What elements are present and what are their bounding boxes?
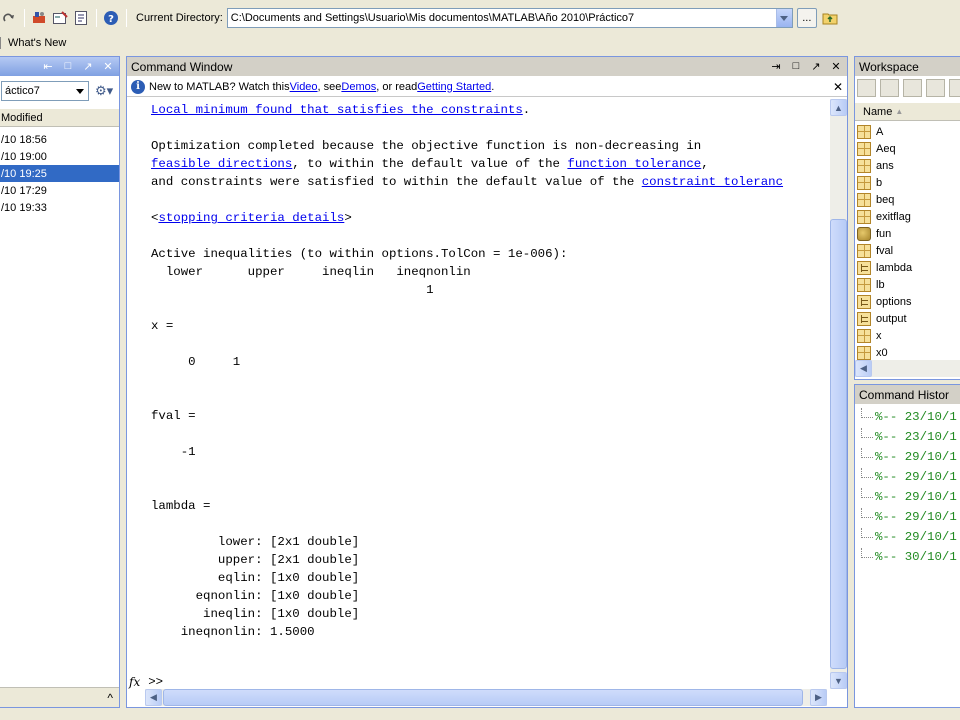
output-link[interactable]: Local minimum found that satisfies the constraints — [151, 103, 523, 117]
main-toolbar — [0, 5, 960, 31]
file-modified: /10 19:25 — [1, 167, 47, 180]
matrix-icon — [857, 142, 871, 156]
output-line — [151, 119, 829, 137]
close-icon[interactable]: ✕ — [103, 60, 113, 73]
scroll-right-icon[interactable]: ▶ — [810, 689, 827, 706]
output-text: -1 — [151, 445, 196, 459]
output-line — [151, 335, 829, 353]
history-text: %-- 29/10/1 — [875, 470, 957, 484]
import-data-icon[interactable] — [903, 79, 922, 97]
matrix-icon — [857, 159, 871, 173]
history-entry[interactable] — [861, 467, 957, 487]
struct-icon — [857, 312, 871, 326]
output-link[interactable]: function tolerance — [567, 157, 702, 171]
maximize-icon[interactable]: □ — [64, 60, 72, 72]
variable-name: fval — [876, 244, 894, 257]
vertical-scrollbar[interactable] — [830, 99, 847, 689]
sort-asc-icon: ▲ — [895, 107, 904, 116]
output-text: eqlin: [1x0 double] — [151, 571, 360, 585]
matrix-icon — [857, 193, 871, 207]
output-line — [151, 569, 829, 587]
output-text: and constraints were satisfied to within the default value of the — [151, 175, 642, 189]
output-text: x = — [151, 319, 174, 333]
chevron-up-icon[interactable]: ^ — [107, 691, 113, 705]
output-line — [151, 425, 829, 443]
history-text: %-- 29/10/1 — [875, 450, 957, 464]
whats-new-shortcut[interactable]: What's New — [8, 37, 67, 49]
tree-connector — [861, 448, 873, 458]
output-line — [151, 353, 829, 371]
variable-row[interactable] — [857, 344, 888, 361]
undock-icon[interactable]: ⇥ — [771, 60, 781, 73]
tree-connector — [861, 548, 873, 558]
output-line — [151, 497, 829, 515]
history-text: %-- 30/10/1 — [875, 550, 957, 564]
output-line — [151, 209, 829, 227]
history-entry[interactable] — [861, 507, 957, 527]
chevron-down-icon[interactable] — [776, 9, 792, 27]
matrix-icon — [857, 125, 871, 139]
file-modified: /10 17:29 — [1, 184, 47, 197]
history-entry[interactable] — [861, 407, 957, 427]
profiler-icon[interactable] — [72, 9, 90, 27]
output-text: lower upper ineqlin ineqnonlin — [151, 265, 471, 279]
tree-connector — [861, 468, 873, 478]
output-line — [151, 389, 829, 407]
output-text: fval = — [151, 409, 196, 423]
command-window-titlebar[interactable] — [127, 57, 847, 76]
info-prefix: New to MATLAB? Watch this — [149, 80, 290, 93]
tree-connector — [861, 408, 873, 418]
toolbar-separator — [126, 9, 127, 27]
browse-folder-button[interactable]: ... — [797, 8, 817, 28]
simulink-icon[interactable] — [30, 9, 48, 27]
matrix-icon — [857, 244, 871, 258]
workspace-toolbar — [857, 79, 960, 99]
output-line — [151, 299, 829, 317]
output-line — [151, 191, 829, 209]
guide-icon[interactable] — [51, 9, 69, 27]
maximize-icon[interactable]: □ — [792, 60, 800, 72]
function-handle-icon — [857, 227, 871, 241]
tree-connector — [861, 488, 873, 498]
info-icon: i — [131, 80, 145, 94]
output-line — [151, 551, 829, 569]
modified-column-header[interactable] — [0, 109, 120, 127]
matrix-icon — [857, 278, 871, 292]
output-text: upper: [2x1 double] — [151, 553, 360, 567]
info-separator: , see — [317, 80, 342, 93]
variable-name: x — [876, 329, 882, 342]
variable-name: beq — [876, 193, 895, 206]
variable-row[interactable] — [857, 310, 907, 327]
demos-link[interactable]: Demos — [341, 80, 377, 93]
variable-name: options — [876, 295, 912, 308]
history-entry[interactable] — [861, 447, 957, 467]
history-text: %-- 29/10/1 — [875, 490, 957, 504]
output-text: eqnonlin: [1x0 double] — [151, 589, 360, 603]
command-window-title: Command Window — [131, 59, 233, 74]
variable-name: Aeq — [876, 142, 896, 155]
output-line — [151, 101, 829, 119]
variable-row[interactable] — [857, 174, 882, 191]
output-text: Active inequalities (to within options.TolCon = 1e-006): — [151, 247, 568, 261]
file-modified: /10 19:00 — [1, 150, 47, 163]
command-prompt[interactable]: >> — [148, 675, 164, 689]
list-item[interactable] — [0, 165, 120, 182]
getting-started-link[interactable]: Getting Started — [417, 80, 492, 93]
file-modified: /10 19:33 — [1, 201, 47, 214]
variable-name: x0 — [876, 346, 888, 359]
scroll-left-icon[interactable]: ◀ — [855, 360, 872, 377]
variable-row[interactable] — [857, 123, 883, 140]
new-variable-icon[interactable] — [857, 79, 876, 97]
list-item[interactable] — [0, 199, 120, 216]
dock-arrow-icon[interactable]: ↗ — [83, 60, 93, 73]
struct-icon — [857, 261, 871, 275]
output-line — [151, 245, 829, 263]
workspace-title: Workspace — [859, 59, 919, 74]
close-icon[interactable]: ✕ — [832, 80, 843, 94]
output-text: > — [344, 211, 352, 225]
video-link[interactable]: Video — [289, 80, 318, 93]
output-text: ineqnonlin: 1.5000 — [151, 625, 315, 639]
info-suffix: . — [491, 80, 495, 93]
variable-name: ans — [876, 159, 894, 172]
variable-name: A — [876, 125, 884, 138]
scroll-up-icon[interactable]: ▲ — [830, 99, 847, 116]
output-line — [151, 317, 829, 335]
file-modified: /10 18:56 — [1, 133, 47, 146]
output-text: lower: [2x1 double] — [151, 535, 360, 549]
name-column-label: Name — [863, 105, 893, 118]
output-line — [151, 407, 829, 425]
command-history-panel — [854, 384, 960, 708]
current-directory-value[interactable]: C:\Documents and Settings\Usuario\Mis documentos\MATLAB\Año 2010\Práctico7 — [230, 12, 635, 24]
variable-row[interactable] — [857, 191, 894, 208]
svg-text:?: ? — [108, 14, 114, 25]
variable-row[interactable] — [857, 208, 911, 225]
output-line — [151, 515, 829, 533]
variable-name: output — [876, 312, 907, 325]
history-text: %-- 23/10/1 — [875, 410, 957, 424]
toolbar-separator — [24, 9, 25, 27]
command-history-title: Command Histor — [859, 387, 950, 402]
matrix-icon — [857, 329, 871, 343]
folder-details-bar[interactable] — [0, 687, 120, 707]
info-bar — [127, 77, 847, 97]
output-line — [151, 533, 829, 551]
history-text: %-- 29/10/1 — [875, 530, 957, 544]
name-column-header[interactable] — [855, 103, 960, 121]
matrix-icon — [857, 210, 871, 224]
workspace-panel — [854, 56, 960, 380]
variable-row[interactable] — [857, 276, 885, 293]
dock-arrow-icon[interactable]: ↗ — [811, 60, 821, 73]
output-line — [151, 587, 829, 605]
output-text: 1 — [151, 283, 434, 297]
help-icon[interactable] — [102, 9, 120, 27]
tree-connector — [861, 428, 873, 438]
output-text: , to within the default value of the — [292, 157, 568, 171]
gear-icon[interactable]: ⚙▾ — [95, 83, 114, 98]
undock-icon[interactable]: ⇤ — [43, 60, 53, 73]
up-folder-icon[interactable] — [821, 9, 839, 27]
output-text: ineqlin: [1x0 double] — [151, 607, 360, 621]
open-variable-icon[interactable] — [880, 79, 899, 97]
folder-combo[interactable] — [1, 81, 89, 101]
close-icon[interactable]: ✕ — [831, 60, 841, 73]
history-entry[interactable] — [861, 487, 957, 507]
horizontal-scrollbar[interactable] — [855, 360, 960, 377]
output-text: 0 1 — [151, 355, 241, 369]
folder-combo-value[interactable]: áctico7 — [5, 85, 40, 97]
variable-row[interactable] — [857, 259, 912, 276]
history-text: %-- 23/10/1 — [875, 430, 957, 444]
save-workspace-icon[interactable] — [926, 79, 945, 97]
toolbar-grip — [0, 37, 2, 49]
tree-connector — [861, 528, 873, 538]
current-folder-panel — [0, 56, 120, 708]
variable-row[interactable] — [857, 140, 896, 157]
variable-name: fun — [876, 227, 892, 240]
toolbar-separator — [96, 9, 97, 27]
output-link[interactable]: stopping criteria details — [158, 211, 345, 225]
matrix-icon — [857, 176, 871, 190]
output-text: Optimization completed because the objective function is non-decreasing in — [151, 139, 702, 153]
history-entry[interactable] — [861, 547, 957, 567]
output-line — [151, 479, 829, 497]
output-line — [151, 371, 829, 389]
output-text: < — [151, 211, 159, 225]
list-item[interactable] — [0, 182, 120, 199]
delete-variable-icon[interactable] — [949, 79, 960, 97]
command-output[interactable] — [151, 101, 829, 689]
list-item[interactable] — [0, 131, 120, 148]
history-entry[interactable] — [861, 427, 957, 447]
scroll-thumb[interactable] — [163, 689, 803, 706]
output-line — [151, 281, 829, 299]
output-line — [151, 623, 829, 641]
output-link[interactable]: constraint toleranc — [641, 175, 784, 189]
command-history-titlebar[interactable] — [855, 385, 960, 404]
chevron-down-icon[interactable] — [76, 89, 84, 94]
variable-row[interactable] — [857, 293, 911, 310]
variable-name: b — [876, 176, 883, 189]
tree-connector — [861, 508, 873, 518]
matrix-icon — [857, 346, 871, 360]
output-link[interactable]: feasible directions — [151, 157, 293, 171]
variable-row[interactable] — [857, 327, 882, 344]
redo-icon[interactable] — [0, 9, 18, 27]
panel-title-buttons — [769, 59, 843, 73]
output-text: , — [701, 157, 709, 171]
current-folder-titlebar[interactable] — [0, 57, 119, 76]
variable-row[interactable] — [857, 225, 891, 242]
scroll-left-icon[interactable]: ◀ — [145, 689, 162, 706]
variable-name: lambda — [876, 261, 913, 274]
output-line — [151, 227, 829, 245]
scroll-down-icon[interactable]: ▼ — [830, 672, 847, 689]
modified-column-label: Modified — [1, 111, 43, 124]
current-directory-label: Current Directory: — [136, 12, 223, 24]
output-line — [151, 461, 829, 479]
command-window-panel — [126, 56, 848, 708]
function-browser-icon[interactable]: fx — [129, 675, 141, 689]
output-line — [151, 263, 829, 281]
output-text: lambda = — [151, 499, 211, 513]
output-line — [151, 155, 829, 173]
workspace-titlebar[interactable] — [855, 57, 960, 76]
output-line — [151, 605, 829, 623]
shortcuts-bar — [0, 34, 66, 52]
variable-name: exitflag — [876, 210, 911, 223]
variable-row[interactable] — [857, 157, 894, 174]
variable-name: lb — [876, 278, 885, 291]
variable-row[interactable] — [857, 242, 893, 259]
output-line — [151, 173, 829, 191]
horizontal-scrollbar[interactable] — [145, 689, 827, 706]
scroll-thumb[interactable] — [830, 219, 847, 669]
list-item[interactable] — [0, 148, 120, 165]
current-directory-combo[interactable] — [227, 8, 793, 28]
output-text: . — [522, 103, 531, 117]
panel-title-buttons — [41, 59, 115, 73]
history-entry[interactable] — [861, 527, 957, 547]
output-line — [151, 137, 829, 155]
struct-icon — [857, 295, 871, 309]
output-line — [151, 443, 829, 461]
info-separator: , or read — [376, 80, 418, 93]
history-text: %-- 29/10/1 — [875, 510, 957, 524]
